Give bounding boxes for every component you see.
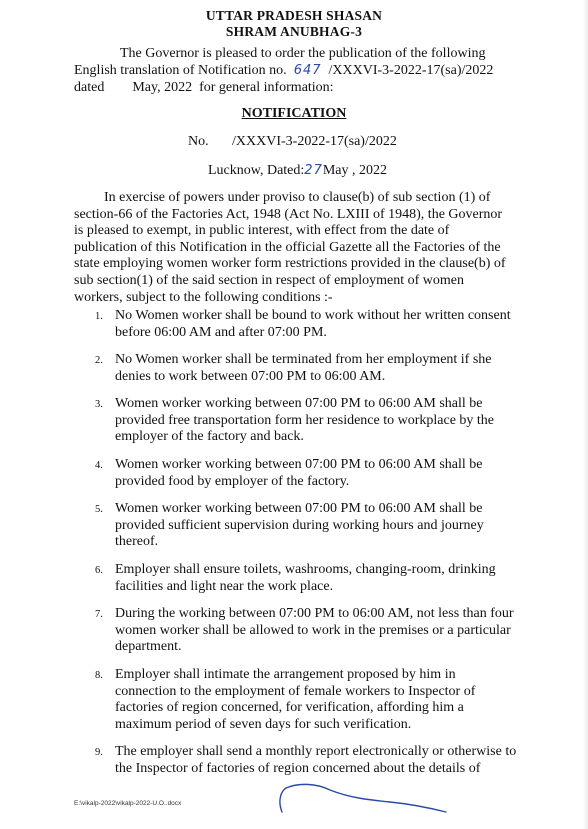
intro-text-2b: /XXXVI-3-2022-17(sa)/2022 (328, 63, 494, 78)
intro-text-1: The Governor is pleased to order the publication of the following (120, 46, 486, 61)
notification-number-line (188, 134, 397, 150)
body-line: sub section(1) of the said section in respect of employment of women (74, 272, 464, 288)
intro-line-3: dated May, 2022 for general information: (74, 80, 334, 95)
body-line: publication of this Notification in the official Gazette all the Factories of the (74, 239, 501, 255)
condition-number: 6. (95, 565, 103, 576)
notification-title: NOTIFICATION (241, 106, 347, 121)
handwritten-notification-number: 647 (293, 63, 322, 78)
condition-line: Women worker working between 07:00 PM to 06:00 AM shall be (115, 457, 483, 472)
condition-line: denies to work between 07:00 PM to 06:00 AM. (115, 368, 386, 384)
condition-line: Employer shall ensure toilets, washrooms, changing-room, drinking (115, 562, 496, 577)
condition-line: connection to the employment of female workers to Inspector of (115, 683, 476, 699)
condition-text (115, 501, 545, 551)
condition-line: facilities and light near the work place. (115, 578, 334, 594)
body-paragraph (74, 190, 540, 306)
condition-line: provided food by employer of the factory. (115, 473, 350, 489)
notification-number-label: No. (188, 134, 209, 149)
condition-line: maximum period of seven days for such verification. (115, 716, 412, 732)
condition-text (115, 667, 545, 733)
condition-line: The employer shall send a monthly report electronically or otherwise to (115, 744, 517, 759)
condition-line: Employer shall intimate the arrangement proposed by him in (115, 667, 456, 682)
condition-line: Women worker working between 07:00 PM to 06:00 AM shall be (115, 501, 483, 516)
header-line-1: UTTAR PRADESH SHASAN (205, 8, 383, 23)
condition-line: No Women worker shall be bound to work without her written consent (115, 308, 511, 323)
body-line: workers, subject to the following conditions :- (74, 289, 333, 305)
condition-line: factories of region concerned, for verification, affording him a (115, 700, 464, 716)
condition-line: provided free transportation form her residence to workplace by the (115, 412, 495, 428)
condition-line: Women worker working between 07:00 PM to 06:00 AM shall be (115, 396, 483, 411)
dated-month-year: May , 2022 (322, 163, 388, 178)
condition-line: women worker shall be allowed to work in the premises or a particular (115, 622, 511, 638)
condition-text (115, 396, 545, 446)
signature-icon (270, 778, 450, 818)
condition-number: 4. (95, 460, 103, 471)
body-line: state employing women worker form restrictions provided in the clause(b) of (74, 256, 506, 272)
condition-line: department. (115, 639, 182, 655)
condition-number: 1. (95, 311, 103, 322)
footer-file-path: E:\vikalp-2022\vikalp-2022-U.O..docx (74, 800, 182, 807)
body-line: is pleased to exempt, in public interest, with effect from the date of (74, 223, 450, 239)
condition-line: During the working between 07:00 PM to 06:00 AM, not less than four (115, 606, 514, 621)
body-line: section-66 of the Factories Act, 1948 (Act No. LXIII of 1948), the Governor (74, 206, 503, 222)
notification-number-value: /XXXVI-3-2022-17(sa)/2022 (232, 134, 397, 149)
condition-number: 9. (95, 747, 103, 758)
scan-edge (582, 0, 588, 829)
condition-number: 3. (95, 399, 103, 410)
condition-text (115, 562, 545, 595)
dated-line (208, 163, 387, 179)
condition-number: 2. (95, 355, 103, 366)
condition-number: 5. (95, 504, 103, 515)
dated-label: Lucknow, Dated: (208, 163, 305, 178)
condition-line: employer of the factory and back. (115, 429, 304, 445)
header-line-2: SHRAM ANUBHAG-3 (225, 24, 363, 39)
condition-line: provided sufficient supervision during working hours and journey (115, 517, 484, 533)
intro-line-2 (74, 63, 538, 80)
handwritten-date: 27 (304, 163, 323, 178)
condition-text (115, 308, 545, 341)
condition-number: 8. (95, 670, 103, 681)
condition-number: 7. (95, 609, 103, 620)
intro-line-1 (74, 46, 538, 63)
intro-text-2a: English translation of Notification no. (74, 63, 287, 78)
condition-text (115, 457, 545, 490)
condition-text (115, 744, 545, 777)
condition-text (115, 352, 545, 385)
condition-line: before 06:00 AM and after 07:00 PM. (115, 324, 327, 340)
condition-line: thereof. (115, 534, 159, 550)
condition-line: No Women worker shall be terminated from her employment if she (115, 352, 492, 367)
condition-line: the Inspector of factories of region concerned about the details of (115, 760, 481, 776)
body-line-text: In exercise of powers under proviso to clause(b) of sub section (1) of (104, 190, 491, 205)
body-line (74, 190, 540, 207)
condition-text (115, 606, 545, 656)
